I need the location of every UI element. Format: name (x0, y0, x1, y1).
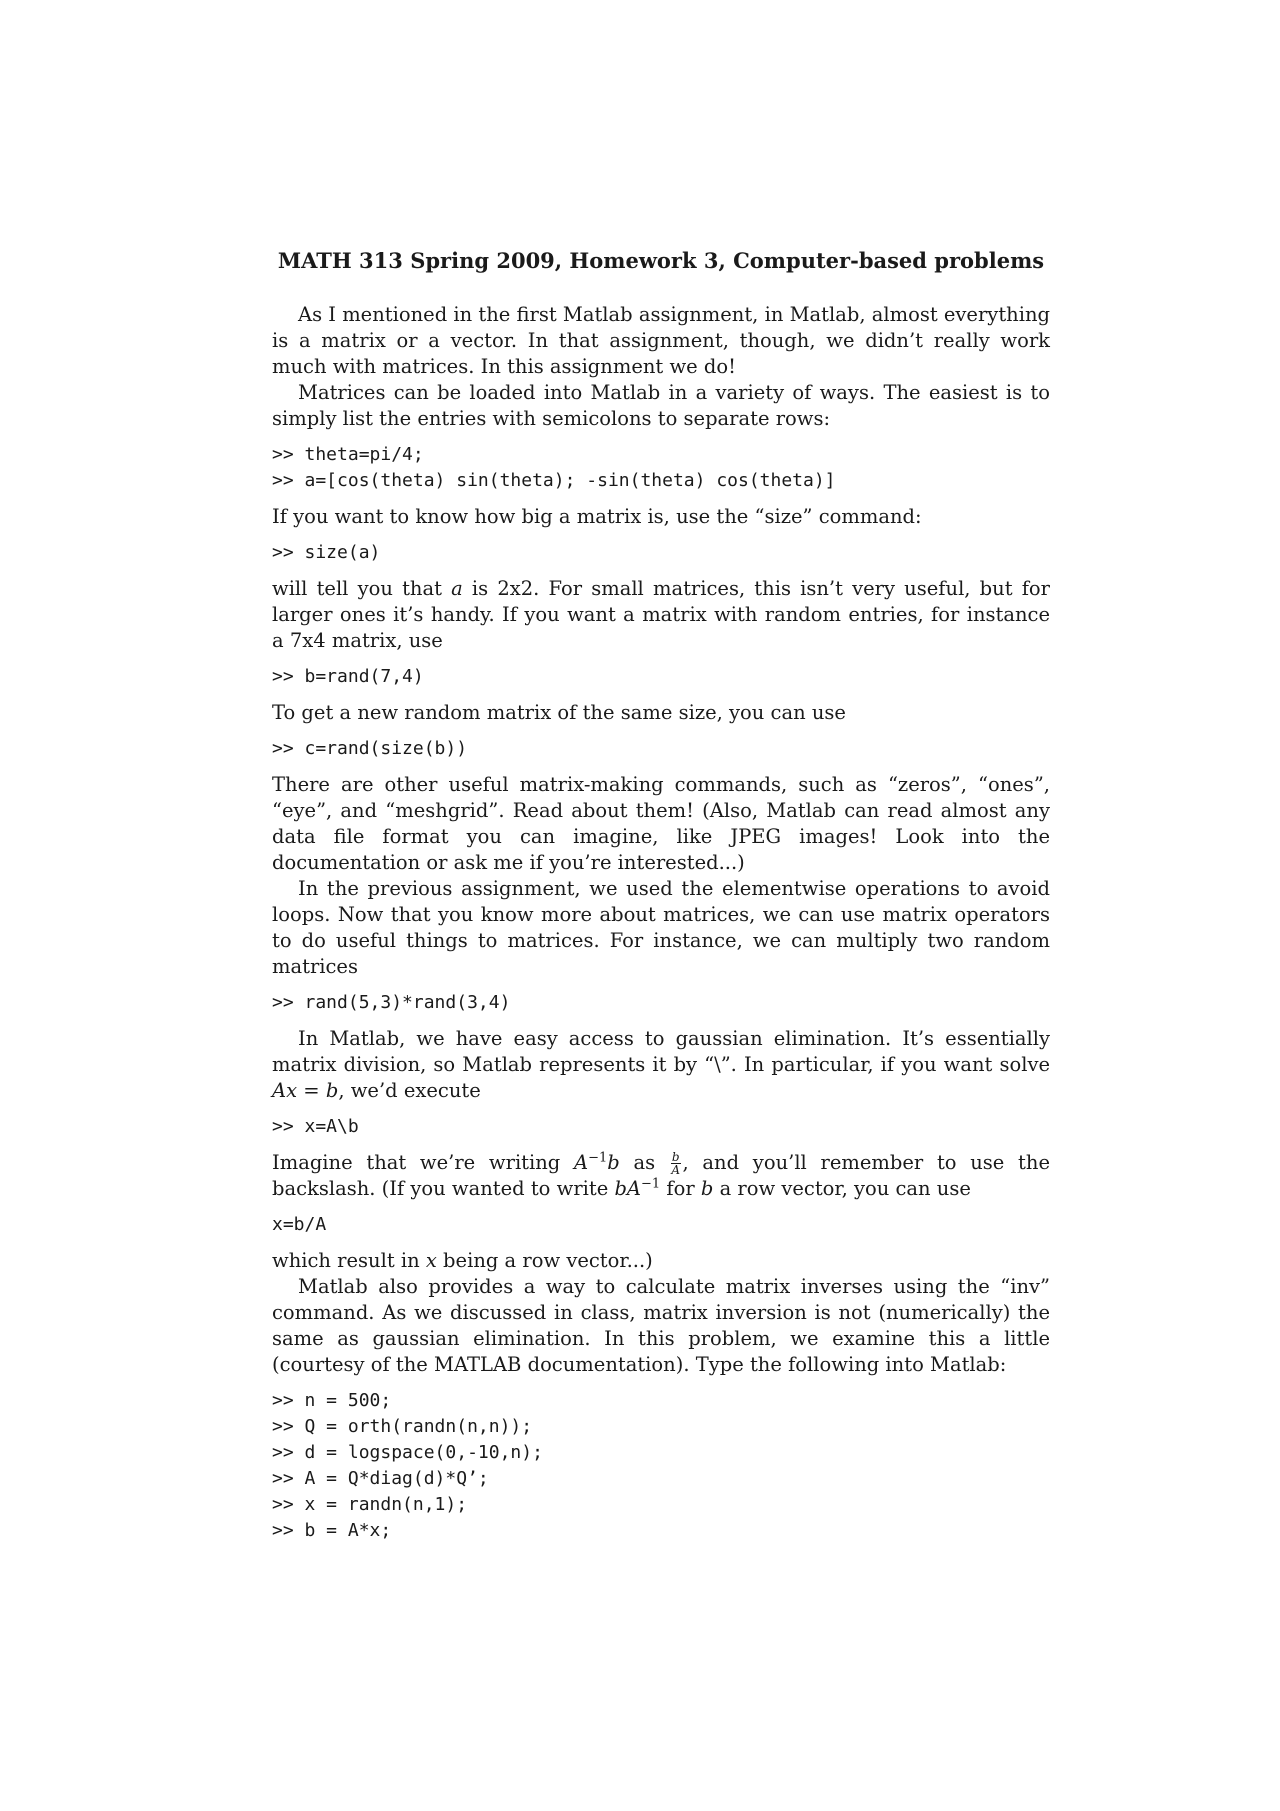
page-title: MATH 313 Spring 2009, Homework 3, Computer-based problems (277, 248, 1045, 273)
code-block-rand: >> b=rand(7,4) (272, 666, 424, 687)
paragraph-gaussian: In Matlab, we have easy access to gaussian elimination. It’s essentially matrix division, so Matlab represents it by “\”. In particular, if you want solve Ax = b, we’d execute (272, 1027, 1050, 1102)
paragraph-other-commands: There are other useful matrix-making commands, such as “zeros”, “ones”, “eye”, and “meshgrid”. Read about them! (Also, Matlab can read almost any data file format you can imagine, like JPEG images! Look into the documentation or ask me if you’re interested...) (272, 773, 1050, 874)
code-line: >> x = randn(n,1); (272, 1494, 468, 1515)
math-fraction: $\frac{b}{A}$ (671, 1150, 680, 1177)
code-line: >> theta=pi/4; (272, 444, 424, 465)
code-block-theta (272, 442, 1050, 494)
paragraph-same-size: To get a new random matrix of the same size, you can use (272, 701, 846, 724)
code-block-experiment (272, 1388, 1050, 1544)
code-line: >> Q = orth(randn(n,n)); (272, 1416, 533, 1437)
math-var-x: x (425, 1249, 437, 1272)
code-block-size: >> size(a) (272, 542, 381, 563)
math-var-a: a (451, 577, 463, 600)
paragraph-size: If you want to know how big a matrix is, use the “size” command: (272, 505, 922, 528)
code-line: >> d = logspace(0,-10,n); (272, 1442, 543, 1463)
code-line: >> A = Q*diag(d)*Q’; (272, 1468, 489, 1489)
code-block-slash: x=b/A (272, 1214, 327, 1235)
paragraph-backslash-mnemonic: Imagine that we’re writing $A^{-1}b$ as $\frac{b}{A}$ , and you’ll remember to use the backslash. (If you wanted to write $bA^{-1}$ for b a row vector, you can use (272, 1150, 1050, 1200)
code-block-rand-size: >> c=rand(size(b)) (272, 738, 468, 759)
code-line: >> n = 500; (272, 1390, 392, 1411)
paragraph-row-vector: which result in x being a row vector...) (272, 1249, 653, 1272)
paragraph-inv: Matlab also provides a way to calculate matrix inverses using the “inv” command. As we discussed in class, matrix inversion is not (numerically) the same as gaussian elimination. In this problem, we examine this a little (courtesy of the MATLAB documentation). Type the following into Matlab: (272, 1275, 1050, 1376)
code-line: >> a=[cos(theta) sin(theta); -sin(theta) cos(theta)] (272, 470, 836, 491)
code-block-backslash: >> x=A\b (272, 1116, 359, 1137)
paragraph-loading-matrices: Matrices can be loaded into Matlab in a variety of ways. The easiest is to simply list the entries with semicolons to separate rows: (272, 381, 1050, 430)
paragraph-intro: As I mentioned in the first Matlab assignment, in Matlab, almost everything is a matrix or a vector. In that assignment, though, we didn’t really work much with matrices. In this assignment we do! (272, 303, 1050, 378)
paragraph-matrix-operators: In the previous assignment, we used the elementwise operations to avoid loops. Now that you know more about matrices, we can use matrix operators to do useful things to matrices. For instance, we can multiply two random matrices (272, 877, 1050, 978)
code-block-multiply: >> rand(5,3)*rand(3,4) (272, 992, 511, 1013)
math-A: A (574, 1151, 589, 1174)
document-page (272, 248, 1050, 1554)
math-equation: Ax = b (272, 1079, 339, 1102)
paragraph-size-explained: will tell you that a is 2x2. For small matrices, this isn’t very useful, but for larger ones it’s handy. If you want a matrix with random entries, for instance a 7x4 matrix, use (272, 577, 1050, 652)
code-line: >> b = A*x; (272, 1520, 392, 1541)
